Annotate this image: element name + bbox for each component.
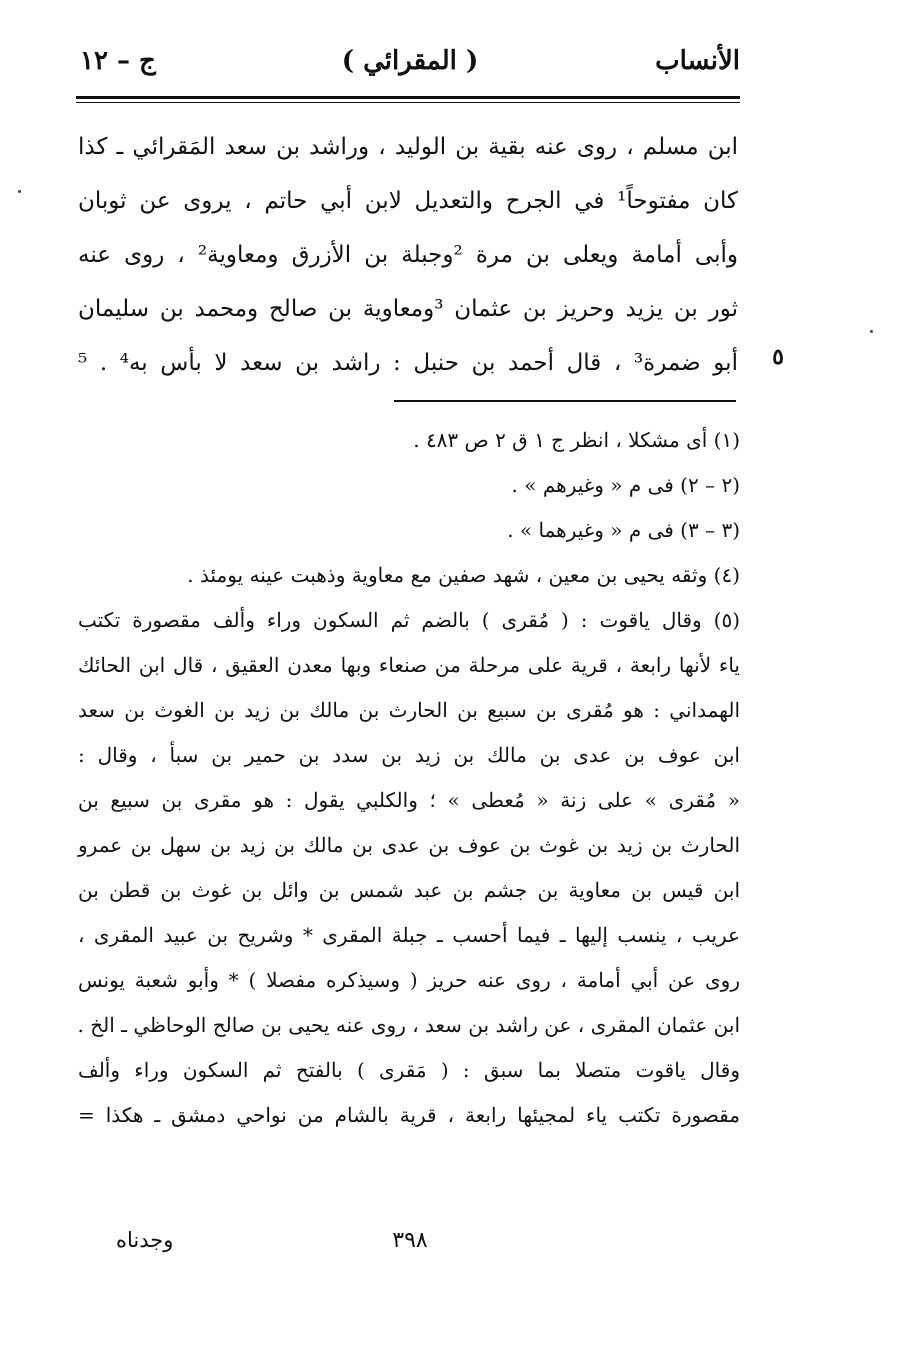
line-number-marker: ٥ (772, 344, 784, 370)
footnote-line: (٣ – ٣) فى م « وغيرهما » . (507, 518, 740, 542)
footnote-line: (١) أى مشكلا ، انظر ج ١ ق ٢ ص ٤٨٣ . (413, 428, 740, 452)
footnote-line: « مُقرى » على زنة « مُعطى » ؛ والكلبي يقول : هو مقرى بن سبيع بن (78, 788, 740, 812)
page-number: ٣٩٨ (392, 1228, 428, 1253)
footnote-line: الحارث بن زيد بن غوث بن عوف بن عدى بن مالك بن زيد بن سهل بن عمرو (78, 833, 740, 857)
footnote-line: ياء لأنها رابعة ، قرية على مرحلة من صنعاء وبها معدن العقيق ، قال ابن الحائك (78, 653, 740, 677)
footnote-line: مقصورة تكتب ياء لمجيئها رابعة ، قرية بالشام من نواحي دمشق ـ هكذا = (78, 1103, 740, 1127)
scan-speck (18, 190, 21, 193)
footnote-line: ابن عثمان المقرى ، عن راشد بن سعد ، روى عنه يحيى بن صالح الوحاظي ـ الخ . (77, 1013, 740, 1037)
page-footer (80, 1228, 740, 1268)
footnote-line: (٢ – ٢) فى م « وغيرهم » . (511, 473, 740, 497)
footnote-line: ابن قيس بن معاوية بن جشم بن عبد شمس بن وائل بن غوث بن قطن بن (78, 878, 740, 902)
main-text-line: وأبى أمامة ويعلى بن مرة ²وجبلة بن الأزرق ومعاوية² ، روى عنه (78, 242, 738, 268)
main-text-line: أبو ضمرة³ ، قال أحمد بن حنبل : راشد بن سعد لا بأس به⁴ . ⁵ (78, 350, 738, 376)
footnote-line: روى عن أبي أمامة ، روى عنه حريز ( وسيذكره مفصلا ) * وأبو شعبة يونس (78, 968, 740, 992)
section-title: ( المقرائي ) (341, 46, 479, 76)
main-text (78, 120, 738, 390)
footnote-line: وقال ياقوت متصلا بما سبق : ( مَقرى ) بالفتح ثم السكون وراء وألف (78, 1058, 740, 1082)
footnote-separator (394, 400, 736, 402)
footnotes (78, 418, 740, 1138)
main-text-line: كان مفتوحاً¹ في الجرح والتعديل لابن أبي حاتم ، يروى عن ثوبان (78, 188, 738, 214)
header-rule (76, 96, 740, 99)
running-title: الأنساب (655, 46, 740, 76)
main-text-line: ابن مسلم ، روى عنه بقية بن الوليد ، وراشد بن سعد المَقرائي ـ كذا (78, 134, 738, 160)
footnote-line: (٤) وثقه يحيى بن معين ، شهد صفين مع معاوية وذهبت عينه يومئذ . (187, 563, 740, 587)
header-rule-thin (76, 102, 740, 103)
volume-label: ج – ١٢ (80, 46, 156, 76)
footnote-line: الهمداني : هو مُقرى بن سبيع بن الحارث بن مالك بن زيد بن الغوث بن سعد (78, 698, 740, 722)
page-header (80, 46, 740, 90)
main-text-line: ثور بن يزيد وحريز بن عثمان ³ومعاوية بن صالح ومحمد بن سليمان (78, 296, 738, 322)
footnote-line: عريب ، ينسب إليها ـ فيما أحسب ـ جبلة المقرى * وشريح بن عبيد المقرى ، (78, 923, 740, 947)
footnote-line: (٥) وقال ياقوت : ( مُقرى ) بالضم ثم السكون وراء وألف مقصورة تكتب (78, 608, 740, 632)
scan-speck (870, 330, 873, 333)
footnote-line: ابن عوف بن عدى بن مالك بن زيد بن سدد بن حمير بن سبأ ، وقال : (78, 743, 740, 767)
catchword: وجدناه (116, 1228, 174, 1252)
